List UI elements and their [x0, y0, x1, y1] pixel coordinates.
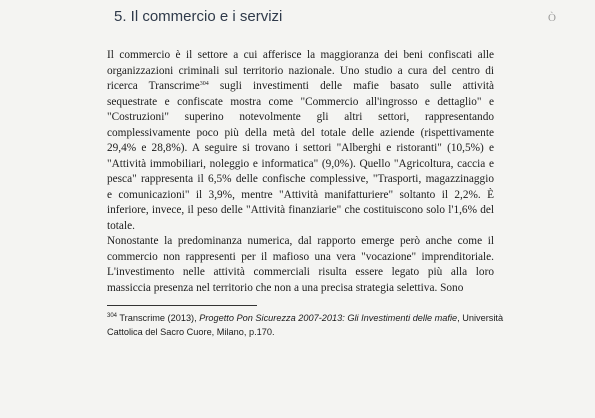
corner-mark: Ò — [548, 12, 556, 24]
text-line: organizzazioni criminali sul territorio nazionale. Uno studio a cura del centro di — [107, 64, 494, 77]
text-line: e comunicazioni" il 3,9%, mentre "Attività manifatturiere" soltanto il 2,2%. È — [107, 188, 494, 201]
footnote-line-2: Cattolica del Sacro Cuore, Milano, p.170. — [107, 326, 275, 337]
text-line: "Attività immobiliari, noleggio e informatica" (9,0%). Quello "Agricoltura, caccia e — [107, 157, 494, 170]
text-segment: sugli investimenti delle mafie basato sulle attività — [208, 80, 494, 92]
text-line: massiccia presenza nel territorio che non a una precisa strategia selettiva. Sono — [107, 281, 464, 294]
text-line: totale. — [107, 219, 135, 232]
section-heading: 5. Il commercio e i servizi — [114, 8, 283, 25]
text-line: "Costruzioni" superino notevolmente gli altri settori, rappresentando — [107, 111, 494, 123]
text-line: Nonostante la predominanza numerica, dal rapporto emerge però anche come il — [107, 235, 494, 247]
text-line: 29,4% e 28,8%). A seguire si trovano i settori "Alberghi e ristoranti" (10,5%) e — [107, 142, 494, 154]
text-line: Il commercio è il settore a cui afferisce la maggioranza dei beni confiscati alle — [107, 49, 494, 61]
text-line: sequestrate e confiscate mostra come "Commercio all'ingrosso e dettaglio" e — [107, 95, 494, 108]
footnote — [107, 312, 504, 339]
footnote-separator — [107, 305, 257, 306]
text-line: commercio non rappresenti per il mafioso una vera "vocazione" imprenditoriale. — [107, 250, 494, 263]
footnote-number: 304 — [107, 313, 118, 319]
footnote-line-1 — [107, 312, 504, 326]
footnote-reference: 304 — [199, 81, 209, 87]
footnote-rest: , Università — [457, 313, 504, 323]
text-segment: ricerca Transcrime — [107, 80, 200, 92]
text-line — [107, 79, 494, 95]
text-line: L'investimento nelle attività commerciali risulta essere legato più alla loro — [107, 266, 494, 278]
text-line: pesca" rappresenta il 6,5% delle confische complessive, "Trasporti, magazzinaggio — [107, 173, 494, 185]
text-line: complessivamente poco più della metà del totale delle aziende (rispettivamente — [107, 126, 494, 139]
paragraph-predominance — [107, 234, 494, 296]
footnote-author: Transcrime (2013), — [117, 313, 200, 323]
footnote-title: Progetto Pon Sicurezza 2007-2013: Gli Investimenti delle mafie — [199, 313, 458, 323]
text-line: inferiore, invece, il peso delle "Attività finanziarie" che costituiscono solo l'1,6% del — [107, 204, 494, 216]
paragraph-commerce — [107, 48, 494, 234]
